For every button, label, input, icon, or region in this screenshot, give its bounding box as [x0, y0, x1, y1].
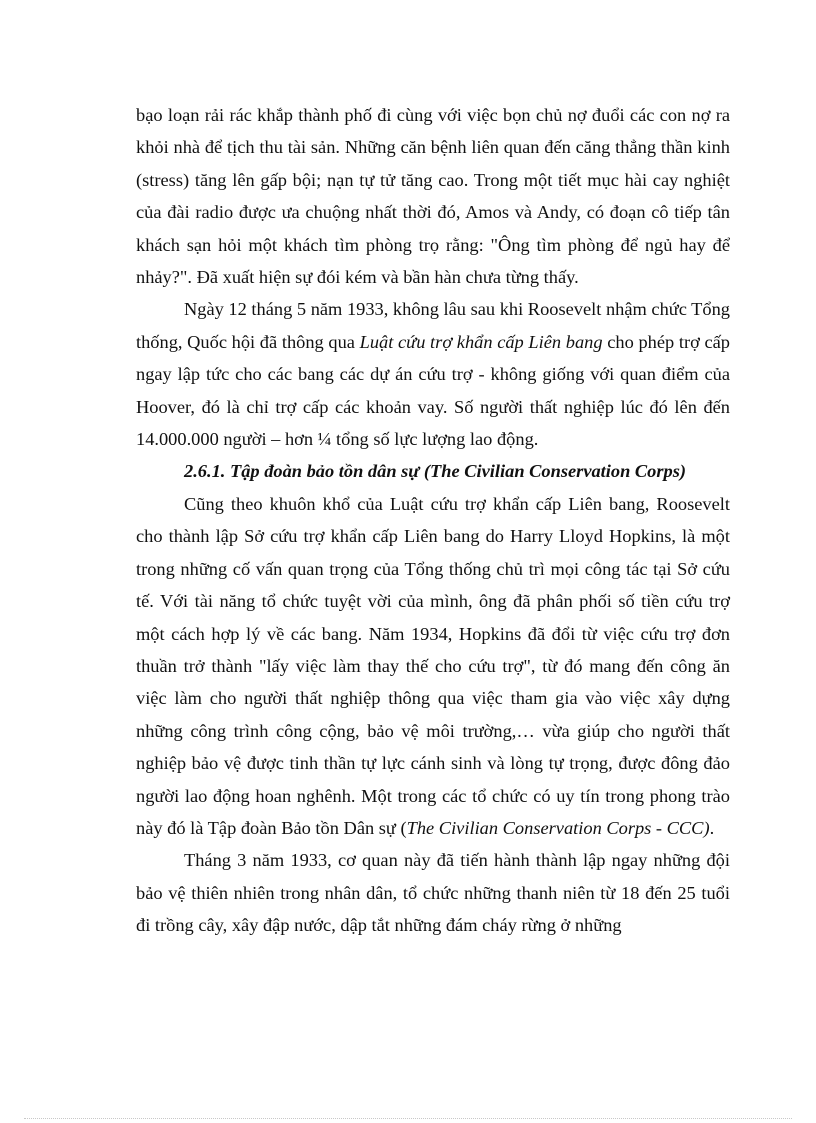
paragraph-text: .: [709, 817, 715, 838]
document-body: [136, 99, 730, 942]
page-bottom-rule: [24, 1118, 792, 1119]
paragraph-text: Ngày 12 tháng 5 năm 1933, không lâu sau khi Roosevelt nhậm chức Tổng thống, Quốc hội đã thông qua: [136, 299, 730, 352]
paragraph-relief-administration: [136, 488, 730, 844]
paragraph-march-1933: Tháng 3 năm 1933, cơ quan này đã tiến hành thành lập ngay những đội bảo vệ thiên nhiên trong nhân dân, tổ chức những thanh niên từ 18 đến 25 tuổi đi trồng cây, xây đập nước, dập tắt những đám cháy rừng ở những: [136, 850, 730, 936]
paragraph-text: cho phép trợ cấp ngay lập tức cho các bang các dự án cứu trợ - không giống với quan điểm của Hoover, đó là chỉ trợ cấp các khoản vay. Số người thất nghiệp lúc đó lên đến 14.000.000 người – hơn ¼ tổng số lực lượng lao động.: [136, 331, 730, 450]
section-heading: 2.6.1. Tập đoàn bảo tồn dân sự (The Civilian Conservation Corps): [184, 461, 687, 482]
paragraph-continuation: bạo loạn rải rác khắp thành phố đi cùng với việc bọn chủ nợ đuổi các con nợ ra khỏi nhà để tịch thu tài sản. Những căn bệnh liên quan đến căng thẳng thần kinh (stress) tăng lên gấp bội; nạn tự tử tăng cao. Trong một tiết mục hài cay nghiệt của đài radio được ưa chuộng nhất thời đó, Amos và Andy, có đoạn cô tiếp tân khách sạn hỏi một khách tìm phòng trọ rằng: "Ông tìm phòng để ngủ hay để nhảy?". Đã xuất hiện sự đói kém và bần hàn chưa từng thấy.: [136, 105, 730, 288]
paragraph-emergency-relief-act: [136, 293, 730, 455]
law-title-italic: Luật cứu trợ khẩn cấp Liên bang: [359, 331, 603, 352]
organization-name-italic: The Civilian Conservation Corps - CCC): [406, 817, 710, 838]
paragraph-text: Cũng theo khuôn khổ của Luật cứu trợ khẩn cấp Liên bang, Roosevelt cho thành lập Sở cứu trợ khẩn cấp Liên bang do Harry Lloyd Hopkins, là một trong những cố vấn quan trọng của Tổng thống chủ trì mọi công tác tại Sở cứu tế. Với tài năng tổ chức tuyệt vời của mình, ông đã phân phối số tiền cứu trợ một cách hợp lý về các bang. Năm 1934, Hopkins đã đổi từ việc cứu trợ đơn thuần trở thành "lấy việc làm thay thế cho cứu trợ", từ đó mang đến công ăn việc làm cho người thất nghiệp thông qua việc tham gia vào việc xây dựng những công trình công cộng, bảo vệ môi trường,… vừa giúp cho người thất nghiệp bảo vệ được tinh thần tự lực cánh sinh và lòng tự trọng, được đông đảo người lao động hoan nghênh. Một trong các tổ chức có uy tín trong phong trào này đó là Tập đoàn Bảo tồn Dân sự (: [136, 493, 730, 838]
